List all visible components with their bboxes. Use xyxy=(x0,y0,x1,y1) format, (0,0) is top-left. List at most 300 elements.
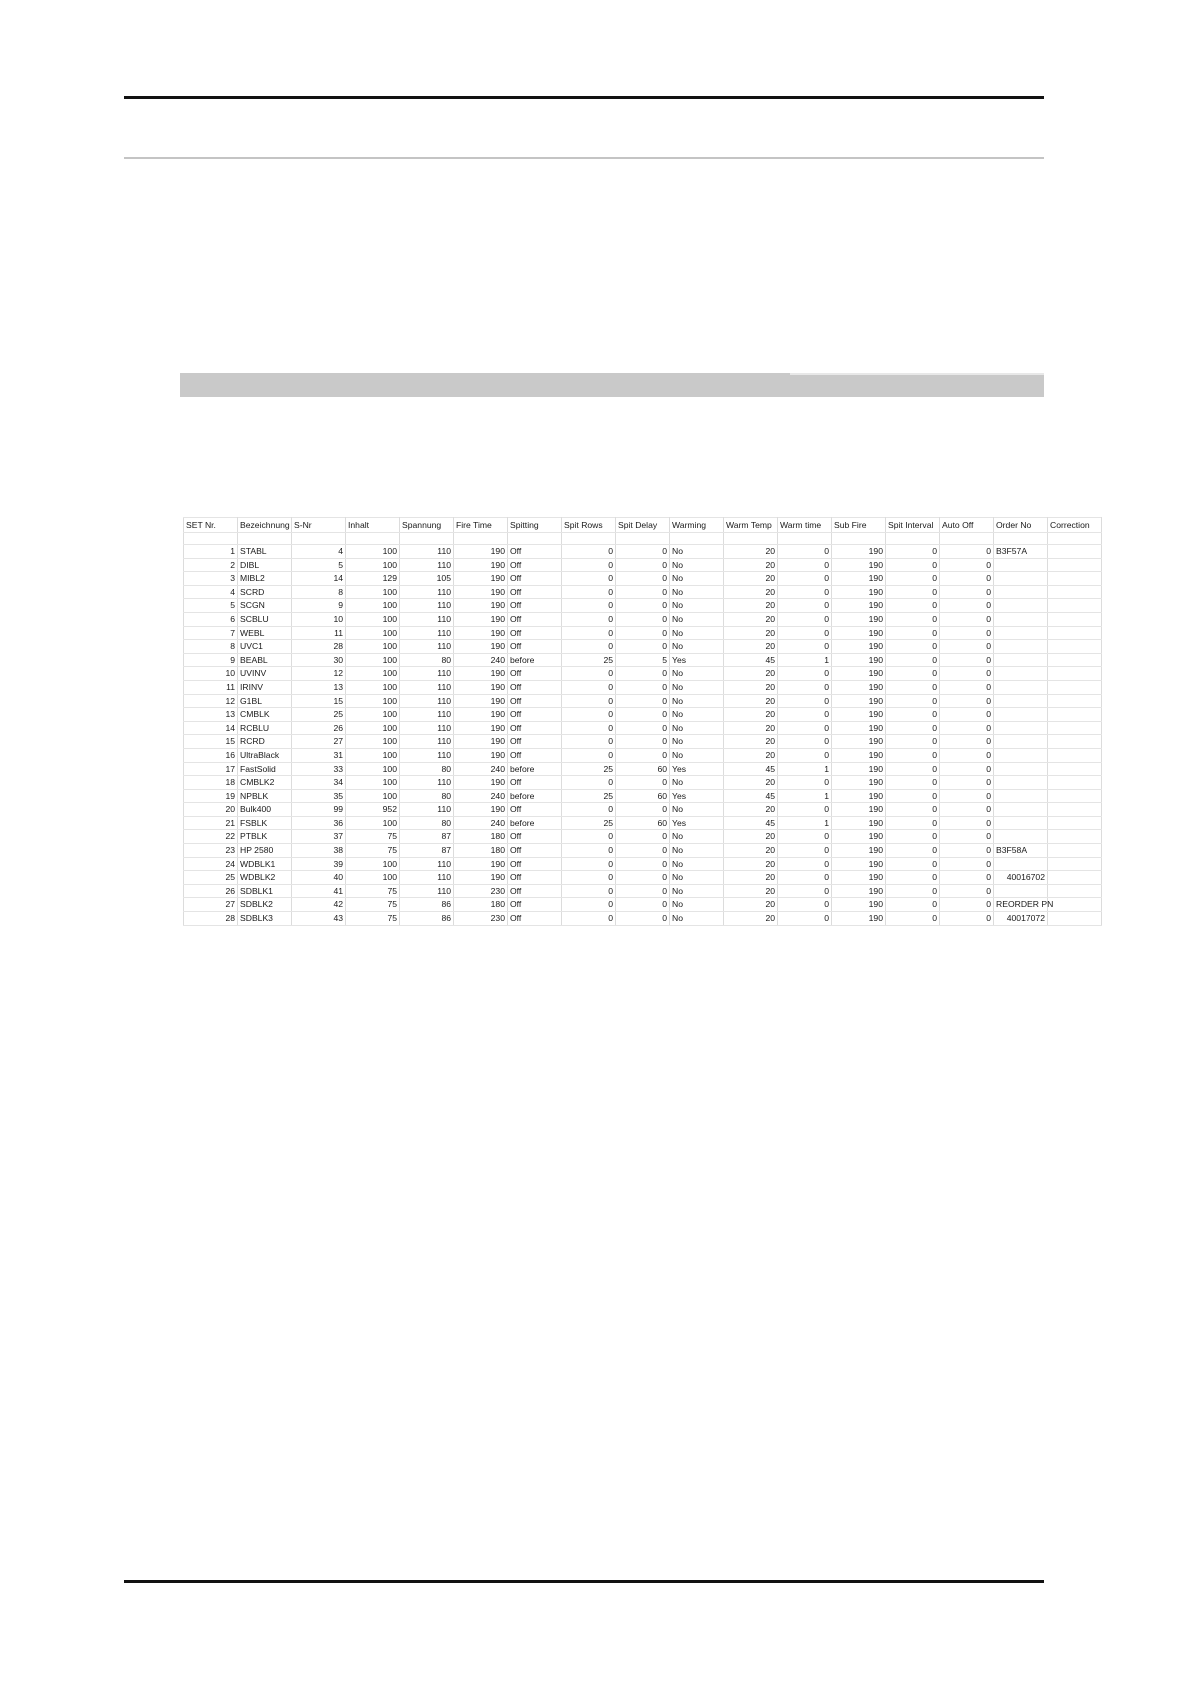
cell-correction xyxy=(1048,762,1102,776)
cell-spannung: 105 xyxy=(400,572,454,586)
cell-sub-fire: 190 xyxy=(832,884,886,898)
cell-warm-time: 0 xyxy=(778,735,832,749)
cell-spit-interval: 0 xyxy=(886,844,940,858)
cell-spit-rows: 0 xyxy=(562,667,616,681)
cell-order-no: B3F57A xyxy=(994,545,1048,559)
cell-spitting: Off xyxy=(508,830,562,844)
cell-spit-delay: 60 xyxy=(616,789,670,803)
cell-spit-interval: 0 xyxy=(886,803,940,817)
cell-inhalt: 100 xyxy=(346,789,400,803)
cell-warming: No xyxy=(670,776,724,790)
table-row xyxy=(184,626,1102,640)
cell-warm-temp: 20 xyxy=(724,884,778,898)
cell-s-nr: 13 xyxy=(292,680,346,694)
cell-auto-off: 0 xyxy=(940,558,994,572)
cell-s-nr: 12 xyxy=(292,667,346,681)
cell-fire-time: 190 xyxy=(454,871,508,885)
header-inhalt: Inhalt xyxy=(346,518,400,533)
cell-spit-rows: 0 xyxy=(562,585,616,599)
cell-warm-temp: 45 xyxy=(724,762,778,776)
cell-set-nr: 26 xyxy=(184,884,238,898)
cell-correction xyxy=(1048,803,1102,817)
cell-auto-off: 0 xyxy=(940,884,994,898)
cell-inhalt: 100 xyxy=(346,545,400,559)
blank-cell xyxy=(832,533,886,545)
blank-cell xyxy=(670,533,724,545)
cell-warming: Yes xyxy=(670,762,724,776)
cell-warming: No xyxy=(670,898,724,912)
cell-spannung: 87 xyxy=(400,844,454,858)
cell-s-nr: 36 xyxy=(292,816,346,830)
cell-order-no xyxy=(994,721,1048,735)
cell-order-no xyxy=(994,803,1048,817)
cell-bezeichnung: WDBLK2 xyxy=(238,871,292,885)
cell-spannung: 86 xyxy=(400,898,454,912)
cell-s-nr: 4 xyxy=(292,545,346,559)
cell-set-nr: 9 xyxy=(184,653,238,667)
cell-correction xyxy=(1048,545,1102,559)
cell-warm-temp: 20 xyxy=(724,708,778,722)
cell-correction xyxy=(1048,898,1102,912)
cell-s-nr: 14 xyxy=(292,572,346,586)
cell-fire-time: 190 xyxy=(454,612,508,626)
cell-fire-time: 240 xyxy=(454,816,508,830)
cell-spit-rows: 0 xyxy=(562,735,616,749)
cell-warming: No xyxy=(670,708,724,722)
cell-fire-time: 190 xyxy=(454,708,508,722)
cell-warm-time: 0 xyxy=(778,612,832,626)
cell-fire-time: 180 xyxy=(454,898,508,912)
cell-warm-time: 1 xyxy=(778,816,832,830)
cell-spit-interval: 0 xyxy=(886,708,940,722)
cell-warming: Yes xyxy=(670,653,724,667)
cell-auto-off: 0 xyxy=(940,572,994,586)
cell-warm-time: 0 xyxy=(778,830,832,844)
cell-bezeichnung: MIBL2 xyxy=(238,572,292,586)
cell-spitting: before xyxy=(508,816,562,830)
cell-fire-time: 190 xyxy=(454,735,508,749)
cell-spit-interval: 0 xyxy=(886,694,940,708)
cell-set-nr: 2 xyxy=(184,558,238,572)
cell-inhalt: 75 xyxy=(346,884,400,898)
cell-bezeichnung: DIBL xyxy=(238,558,292,572)
cell-order-no xyxy=(994,762,1048,776)
cell-sub-fire: 190 xyxy=(832,803,886,817)
cell-spit-delay: 0 xyxy=(616,708,670,722)
cell-set-nr: 5 xyxy=(184,599,238,613)
cell-warm-temp: 20 xyxy=(724,830,778,844)
cell-auto-off: 0 xyxy=(940,640,994,654)
cell-correction xyxy=(1048,653,1102,667)
cell-warm-temp: 20 xyxy=(724,776,778,790)
cell-spitting: Off xyxy=(508,708,562,722)
cell-spit-rows: 0 xyxy=(562,680,616,694)
cell-warm-temp: 20 xyxy=(724,599,778,613)
cell-warming: No xyxy=(670,545,724,559)
cell-order-no xyxy=(994,708,1048,722)
cell-correction xyxy=(1048,694,1102,708)
cell-spit-interval: 0 xyxy=(886,748,940,762)
cell-spit-interval: 0 xyxy=(886,789,940,803)
cell-s-nr: 26 xyxy=(292,721,346,735)
cell-warming: Yes xyxy=(670,789,724,803)
table-row xyxy=(184,912,1102,926)
cell-correction xyxy=(1048,612,1102,626)
header-spitting: Spitting xyxy=(508,518,562,533)
cell-spit-rows: 0 xyxy=(562,912,616,926)
cell-spannung: 110 xyxy=(400,680,454,694)
cell-warming: Yes xyxy=(670,816,724,830)
cell-spit-rows: 0 xyxy=(562,857,616,871)
table-row xyxy=(184,612,1102,626)
cell-warm-time: 0 xyxy=(778,667,832,681)
cell-sub-fire: 190 xyxy=(832,640,886,654)
cell-inhalt: 100 xyxy=(346,776,400,790)
cell-warming: No xyxy=(670,803,724,817)
cell-fire-time: 180 xyxy=(454,844,508,858)
cell-spit-delay: 0 xyxy=(616,599,670,613)
cell-spit-rows: 0 xyxy=(562,572,616,586)
cell-spit-rows: 0 xyxy=(562,708,616,722)
cell-order-no xyxy=(994,789,1048,803)
cell-spitting: Off xyxy=(508,640,562,654)
header-fire-time: Fire Time xyxy=(454,518,508,533)
cell-spit-delay: 60 xyxy=(616,816,670,830)
cell-spitting: Off xyxy=(508,599,562,613)
cell-correction xyxy=(1048,721,1102,735)
cell-spit-delay: 5 xyxy=(616,653,670,667)
cell-sub-fire: 190 xyxy=(832,572,886,586)
cell-warming: No xyxy=(670,748,724,762)
blank-cell xyxy=(940,533,994,545)
cell-spit-delay: 0 xyxy=(616,830,670,844)
cell-warm-temp: 20 xyxy=(724,572,778,586)
cell-s-nr: 42 xyxy=(292,898,346,912)
cell-fire-time: 240 xyxy=(454,789,508,803)
cell-warm-time: 0 xyxy=(778,545,832,559)
cell-s-nr: 35 xyxy=(292,789,346,803)
cell-auto-off: 0 xyxy=(940,694,994,708)
cell-order-no xyxy=(994,612,1048,626)
cell-warm-temp: 20 xyxy=(724,871,778,885)
cell-warm-temp: 20 xyxy=(724,735,778,749)
cell-spit-interval: 0 xyxy=(886,599,940,613)
cell-auto-off: 0 xyxy=(940,857,994,871)
cell-sub-fire: 190 xyxy=(832,762,886,776)
cell-set-nr: 28 xyxy=(184,912,238,926)
cell-spannung: 110 xyxy=(400,721,454,735)
cell-spit-rows: 0 xyxy=(562,776,616,790)
cell-spit-interval: 0 xyxy=(886,558,940,572)
cell-spitting: before xyxy=(508,653,562,667)
cell-spit-interval: 0 xyxy=(886,871,940,885)
cell-warm-time: 0 xyxy=(778,640,832,654)
cell-sub-fire: 190 xyxy=(832,844,886,858)
cell-bezeichnung: SDBLK3 xyxy=(238,912,292,926)
cell-spit-rows: 0 xyxy=(562,830,616,844)
cell-spannung: 110 xyxy=(400,626,454,640)
cell-spannung: 80 xyxy=(400,816,454,830)
cell-warming: No xyxy=(670,612,724,626)
cell-spannung: 110 xyxy=(400,545,454,559)
blank-row xyxy=(184,533,1102,545)
cell-spitting: Off xyxy=(508,844,562,858)
blank-cell xyxy=(616,533,670,545)
cell-bezeichnung: Bulk400 xyxy=(238,803,292,817)
cell-spit-interval: 0 xyxy=(886,585,940,599)
cell-warm-time: 0 xyxy=(778,599,832,613)
blank-cell xyxy=(994,533,1048,545)
cell-inhalt: 100 xyxy=(346,653,400,667)
table-row xyxy=(184,708,1102,722)
blank-cell xyxy=(292,533,346,545)
cell-s-nr: 40 xyxy=(292,871,346,885)
cell-spit-interval: 0 xyxy=(886,626,940,640)
blank-cell xyxy=(1048,533,1102,545)
cell-inhalt: 952 xyxy=(346,803,400,817)
cell-spitting: Off xyxy=(508,735,562,749)
cell-spit-interval: 0 xyxy=(886,721,940,735)
cell-spit-delay: 0 xyxy=(616,640,670,654)
cell-sub-fire: 190 xyxy=(832,694,886,708)
cell-correction xyxy=(1048,776,1102,790)
cell-sub-fire: 190 xyxy=(832,599,886,613)
cell-warm-temp: 20 xyxy=(724,680,778,694)
cell-s-nr: 10 xyxy=(292,612,346,626)
header-spit-interval: Spit Interval xyxy=(886,518,940,533)
cell-bezeichnung: UltraBlack xyxy=(238,748,292,762)
cell-fire-time: 190 xyxy=(454,545,508,559)
cell-spit-rows: 0 xyxy=(562,599,616,613)
cell-spitting: Off xyxy=(508,912,562,926)
cell-fire-time: 230 xyxy=(454,912,508,926)
cell-warming: No xyxy=(670,667,724,681)
header-auto-off: Auto Off xyxy=(940,518,994,533)
cell-warm-temp: 20 xyxy=(724,844,778,858)
cell-order-no xyxy=(994,640,1048,654)
cell-sub-fire: 190 xyxy=(832,558,886,572)
cell-s-nr: 99 xyxy=(292,803,346,817)
header-subrule xyxy=(124,157,1044,159)
cell-warming: No xyxy=(670,680,724,694)
spreadsheet-screenshot xyxy=(183,517,1101,926)
cell-auto-off: 0 xyxy=(940,612,994,626)
cell-spit-interval: 0 xyxy=(886,640,940,654)
header-order-no: Order No xyxy=(994,518,1048,533)
cell-correction xyxy=(1048,871,1102,885)
cell-warm-time: 1 xyxy=(778,762,832,776)
cell-spit-rows: 25 xyxy=(562,653,616,667)
cell-spit-rows: 0 xyxy=(562,694,616,708)
cell-warm-time: 0 xyxy=(778,721,832,735)
cell-warm-temp: 20 xyxy=(724,694,778,708)
cell-warm-time: 0 xyxy=(778,680,832,694)
cell-sub-fire: 190 xyxy=(832,748,886,762)
cell-spit-rows: 0 xyxy=(562,898,616,912)
table-body xyxy=(184,533,1102,926)
cell-warming: No xyxy=(670,844,724,858)
cell-correction xyxy=(1048,572,1102,586)
cell-spit-rows: 0 xyxy=(562,626,616,640)
cell-set-nr: 4 xyxy=(184,585,238,599)
cell-spitting: Off xyxy=(508,721,562,735)
cell-spit-delay: 0 xyxy=(616,680,670,694)
header-warm-time: Warm time xyxy=(778,518,832,533)
cell-spitting: Off xyxy=(508,545,562,559)
cell-spannung: 110 xyxy=(400,694,454,708)
cell-spitting: Off xyxy=(508,585,562,599)
cell-correction xyxy=(1048,558,1102,572)
cell-inhalt: 75 xyxy=(346,898,400,912)
cell-spit-interval: 0 xyxy=(886,816,940,830)
cell-bezeichnung: RCBLU xyxy=(238,721,292,735)
cell-inhalt: 100 xyxy=(346,667,400,681)
cell-auto-off: 0 xyxy=(940,762,994,776)
header-sub-fire: Sub Fire xyxy=(832,518,886,533)
cell-spit-rows: 0 xyxy=(562,871,616,885)
cell-order-no xyxy=(994,776,1048,790)
cell-spit-rows: 0 xyxy=(562,640,616,654)
cell-spit-rows: 25 xyxy=(562,762,616,776)
cell-correction xyxy=(1048,857,1102,871)
cell-auto-off: 0 xyxy=(940,626,994,640)
cell-s-nr: 31 xyxy=(292,748,346,762)
cell-warm-temp: 20 xyxy=(724,857,778,871)
cell-spitting: Off xyxy=(508,626,562,640)
cell-bezeichnung: SCRD xyxy=(238,585,292,599)
cell-inhalt: 100 xyxy=(346,816,400,830)
cell-bezeichnung: FSBLK xyxy=(238,816,292,830)
cell-spitting: Off xyxy=(508,694,562,708)
cell-set-nr: 10 xyxy=(184,667,238,681)
header-warming: Warming xyxy=(670,518,724,533)
cell-sub-fire: 190 xyxy=(832,857,886,871)
cell-set-nr: 22 xyxy=(184,830,238,844)
cell-warm-temp: 20 xyxy=(724,626,778,640)
cell-auto-off: 0 xyxy=(940,667,994,681)
cell-spannung: 110 xyxy=(400,735,454,749)
cell-warm-temp: 20 xyxy=(724,721,778,735)
cell-spannung: 110 xyxy=(400,776,454,790)
cell-sub-fire: 190 xyxy=(832,871,886,885)
cell-spit-rows: 0 xyxy=(562,844,616,858)
cell-warm-temp: 20 xyxy=(724,667,778,681)
header-s-nr: S-Nr xyxy=(292,518,346,533)
header-spit-delay: Spit Delay xyxy=(616,518,670,533)
cell-order-no xyxy=(994,680,1048,694)
blank-cell xyxy=(346,533,400,545)
cell-warm-temp: 45 xyxy=(724,653,778,667)
cell-inhalt: 100 xyxy=(346,599,400,613)
cell-correction xyxy=(1048,680,1102,694)
cell-sub-fire: 190 xyxy=(832,626,886,640)
cell-s-nr: 43 xyxy=(292,912,346,926)
cell-warm-time: 0 xyxy=(778,803,832,817)
cell-warm-temp: 20 xyxy=(724,803,778,817)
cell-set-nr: 17 xyxy=(184,762,238,776)
blank-cell xyxy=(454,533,508,545)
cell-spitting: Off xyxy=(508,612,562,626)
table-row xyxy=(184,572,1102,586)
cell-set-nr: 11 xyxy=(184,680,238,694)
header-bezeichnung: Bezeichnung xyxy=(238,518,292,533)
cell-fire-time: 190 xyxy=(454,680,508,694)
cell-warming: No xyxy=(670,912,724,926)
blank-cell xyxy=(886,533,940,545)
cell-spit-delay: 0 xyxy=(616,844,670,858)
cell-correction xyxy=(1048,585,1102,599)
cell-bezeichnung: CMBLK xyxy=(238,708,292,722)
cell-sub-fire: 190 xyxy=(832,680,886,694)
cell-bezeichnung: RCRD xyxy=(238,735,292,749)
cell-spit-delay: 60 xyxy=(616,762,670,776)
cell-spit-delay: 0 xyxy=(616,585,670,599)
cell-fire-time: 190 xyxy=(454,857,508,871)
cell-warm-temp: 20 xyxy=(724,912,778,926)
header-warm-temp: Warm Temp xyxy=(724,518,778,533)
cell-spit-interval: 0 xyxy=(886,884,940,898)
cell-set-nr: 23 xyxy=(184,844,238,858)
cell-warming: No xyxy=(670,599,724,613)
cell-warm-time: 1 xyxy=(778,653,832,667)
cell-set-nr: 21 xyxy=(184,816,238,830)
cell-bezeichnung: UVINV xyxy=(238,667,292,681)
cell-spannung: 110 xyxy=(400,640,454,654)
cell-spit-delay: 0 xyxy=(616,884,670,898)
cell-spitting: Off xyxy=(508,871,562,885)
table-row xyxy=(184,898,1102,912)
cell-order-no xyxy=(994,653,1048,667)
cell-auto-off: 0 xyxy=(940,680,994,694)
cell-spitting: Off xyxy=(508,748,562,762)
cell-spit-rows: 0 xyxy=(562,612,616,626)
cell-s-nr: 37 xyxy=(292,830,346,844)
cell-warm-temp: 20 xyxy=(724,640,778,654)
cell-order-no xyxy=(994,884,1048,898)
cell-warm-temp: 45 xyxy=(724,789,778,803)
header-correction: Correction xyxy=(1048,518,1102,533)
cell-order-no: REORDER PN xyxy=(994,898,1048,912)
cell-warm-temp: 20 xyxy=(724,545,778,559)
cell-fire-time: 190 xyxy=(454,558,508,572)
cell-sub-fire: 190 xyxy=(832,898,886,912)
cell-auto-off: 0 xyxy=(940,735,994,749)
header-rule xyxy=(124,96,1044,99)
cell-correction xyxy=(1048,735,1102,749)
cell-set-nr: 18 xyxy=(184,776,238,790)
cell-spannung: 110 xyxy=(400,857,454,871)
cell-spit-rows: 0 xyxy=(562,748,616,762)
cell-spit-delay: 0 xyxy=(616,626,670,640)
cell-spitting: before xyxy=(508,762,562,776)
cell-auto-off: 0 xyxy=(940,721,994,735)
cell-set-nr: 1 xyxy=(184,545,238,559)
cell-set-nr: 14 xyxy=(184,721,238,735)
cell-spit-interval: 0 xyxy=(886,830,940,844)
table-row xyxy=(184,558,1102,572)
cell-fire-time: 190 xyxy=(454,776,508,790)
cell-spit-interval: 0 xyxy=(886,898,940,912)
cell-s-nr: 33 xyxy=(292,762,346,776)
cell-s-nr: 8 xyxy=(292,585,346,599)
cell-spit-rows: 0 xyxy=(562,803,616,817)
cell-fire-time: 180 xyxy=(454,830,508,844)
cell-warming: No xyxy=(670,558,724,572)
table-row xyxy=(184,680,1102,694)
cell-order-no: 40016702 xyxy=(994,871,1048,885)
cell-correction xyxy=(1048,599,1102,613)
table-row xyxy=(184,585,1102,599)
